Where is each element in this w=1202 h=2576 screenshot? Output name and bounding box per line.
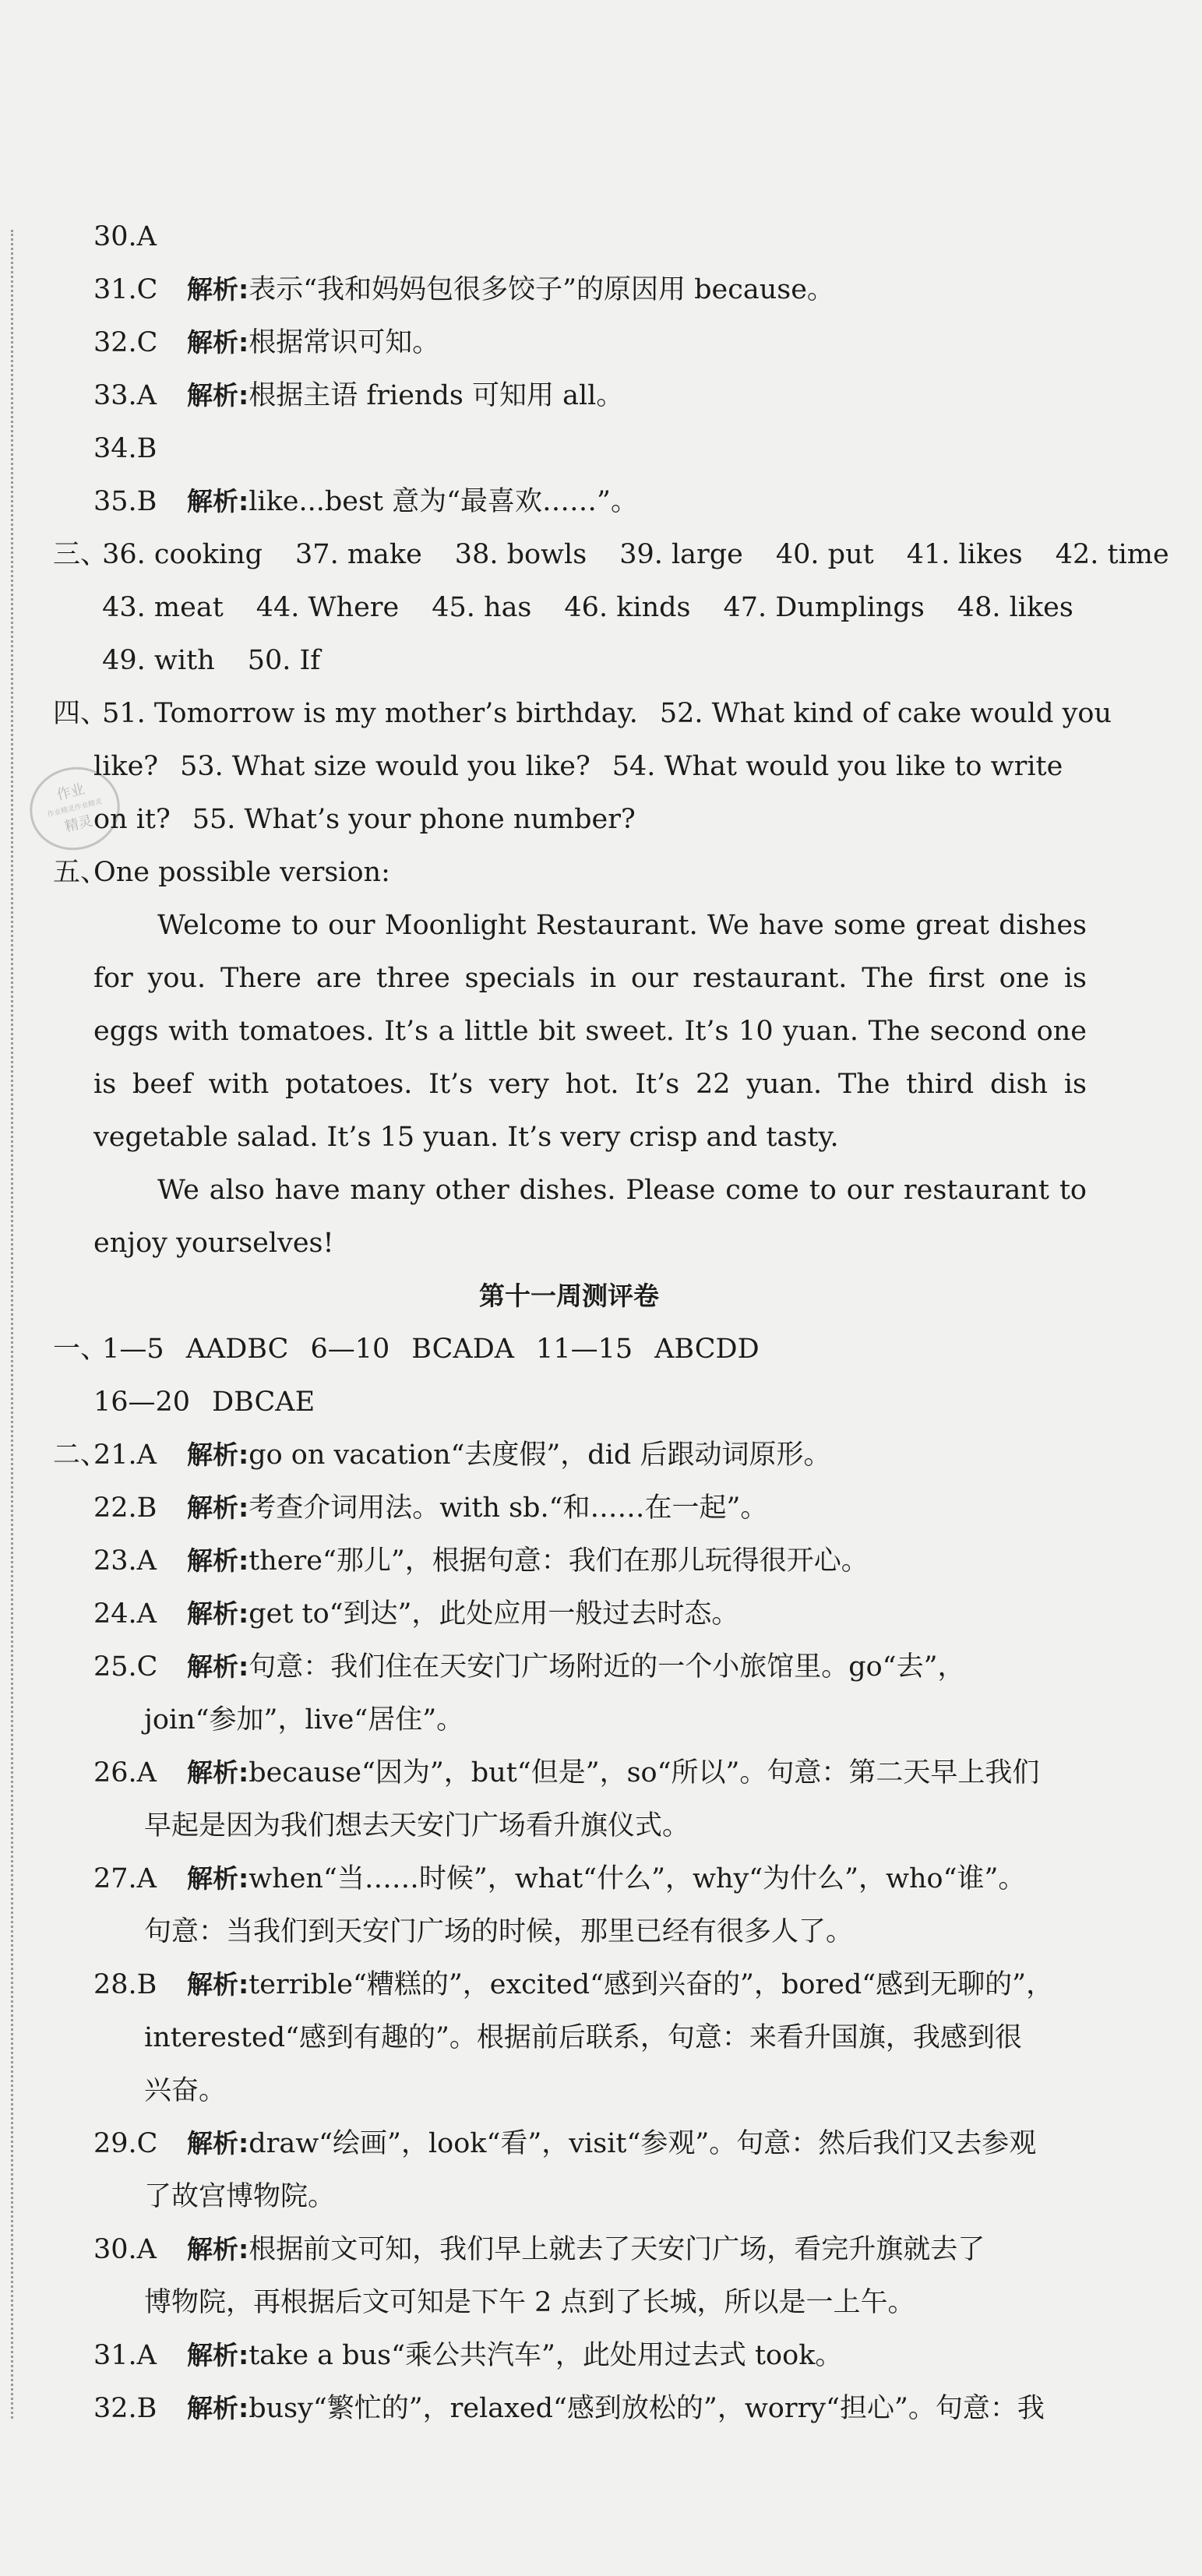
section-2-row <box>0 2223 1138 2276</box>
analysis-label: 解析: <box>187 1598 249 1629</box>
section-marker: 五、 <box>53 857 108 888</box>
answer-number: 35.B <box>93 486 157 517</box>
section-2-row <box>0 2382 1138 2435</box>
section-2-row <box>0 1588 1138 1640</box>
stamp-text-middle: 作业精灵作业精灵 <box>46 798 104 819</box>
answer-number: 30.A <box>93 221 157 252</box>
answer-number: 31.A <box>93 2340 157 2371</box>
blank-answer: 49. with <box>102 645 215 676</box>
blank-answer: 40. put <box>775 539 874 570</box>
blank-answer: 43. meat <box>102 592 224 623</box>
section-marker: 四、 <box>53 698 108 729</box>
sentence-answer: 53. What size would you like? <box>180 751 590 782</box>
section-3-row <box>0 581 1138 634</box>
sentence-answer: 51. Tomorrow is my mother’s birthday. <box>102 698 638 729</box>
range-answer: AADBC <box>185 1334 289 1365</box>
stamp-text-bottom: 精灵 <box>62 812 94 836</box>
analysis-text: busy“繁忙的”，relaxed“感到放松的”，worry“担心”。句意：我 <box>249 2393 1045 2424</box>
blank-answer: 37. make <box>295 539 422 570</box>
range-label: 16—20 <box>93 1387 191 1418</box>
analysis-text: 兴奋。 <box>144 2075 227 2106</box>
section-1-row <box>0 1323 1138 1376</box>
section-4-row <box>0 793 1138 846</box>
analysis-text: when“当……时候”，what“什么”，why“为什么”，who“谁”。 <box>249 1863 1026 1894</box>
section-2-row <box>0 1852 1138 1905</box>
section-2-row <box>0 1482 1138 1535</box>
blank-answer: 38. bowls <box>454 539 587 570</box>
section-2-continuation <box>0 2276 1138 2329</box>
blank-answer: 47. Dumplings <box>723 592 925 623</box>
analysis-text: like...best 意为“最喜欢……”。 <box>249 486 638 517</box>
section-3-row <box>0 634 1138 687</box>
analysis-text: go on vacation“去度假”，did 后跟动词原形。 <box>249 1440 831 1471</box>
answer-line <box>0 316 1138 369</box>
section-2-continuation <box>0 1693 1138 1746</box>
section-2-continuation <box>0 1799 1138 1852</box>
analysis-text: get to“到达”，此处应用一般过去时态。 <box>249 1598 739 1630</box>
stamp-text-top: 作业 <box>55 781 86 804</box>
answer-line <box>0 422 1138 475</box>
analysis-text: 根据主语 friends 可知用 all。 <box>249 380 624 411</box>
range-answer: BCADA <box>411 1334 515 1365</box>
analysis-label: 解析: <box>187 327 249 358</box>
test-heading: 第十一周测评卷 <box>479 1281 659 1311</box>
analysis-label: 解析: <box>187 1757 249 1788</box>
analysis-label: 解析: <box>187 2393 249 2423</box>
analysis-text: draw“绘画”，look“看”，visit“参观”。句意：然后我们又去参观 <box>249 2128 1037 2159</box>
section-2-continuation <box>0 1905 1138 1958</box>
section-2-row <box>0 2329 1138 2382</box>
section-1-row <box>0 1376 1138 1429</box>
analysis-text: there“那儿”，根据句意：我们在那儿玩得很开心。 <box>249 1545 869 1577</box>
range-answer: DBCAE <box>212 1387 315 1418</box>
analysis-text: interested“感到有趣的”。根据前后联系，句意：来看升国旗，我感到很 <box>144 2022 1022 2053</box>
analysis-text: join“参加”，live“居住”。 <box>144 1704 464 1736</box>
section-4-row <box>0 740 1138 793</box>
answer-number: 31.C <box>93 274 158 305</box>
version-intro: One possible version: <box>93 857 390 888</box>
analysis-label: 解析: <box>187 1545 249 1576</box>
answer-line <box>0 210 1138 263</box>
answer-line <box>0 475 1138 528</box>
answer-number: 27.A <box>93 1863 157 1894</box>
section-2-row <box>0 1958 1138 2011</box>
blank-answer: 42. time <box>1055 539 1169 570</box>
section-2-row <box>0 1535 1138 1588</box>
analysis-text: 早起是因为我们想去天安门广场看升旗仪式。 <box>144 1810 690 1841</box>
section-2-continuation <box>0 2170 1138 2223</box>
analysis-label: 解析: <box>187 1492 249 1523</box>
analysis-text: because“因为”，but“但是”，so“所以”。句意：第二天早上我们 <box>249 1757 1040 1788</box>
answer-number: 34.B <box>93 433 157 464</box>
range-label: 1—5 <box>102 1334 164 1365</box>
analysis-label: 解析: <box>187 274 249 305</box>
analysis-label: 解析: <box>187 1863 249 1894</box>
blank-answer: 36. cooking <box>102 539 263 570</box>
sentence-answer: 54. What would you like to write <box>612 751 1063 782</box>
section-2-continuation <box>0 2011 1138 2064</box>
answer-line <box>0 263 1138 316</box>
answer-number: 28.B <box>93 1969 157 2000</box>
analysis-text: 表示“我和妈妈包很多饺子”的原因用 because。 <box>249 274 834 305</box>
blank-answer: 50. If <box>247 645 321 676</box>
analysis-text: 句意：当我们到天安门广场的时候，那里已经有很多人了。 <box>144 1916 854 1947</box>
answer-number: 26.A <box>93 1757 157 1788</box>
analysis-label: 解析: <box>187 1969 249 2000</box>
analysis-label: 解析: <box>187 1440 249 1470</box>
analysis-text: 了故宫博物院。 <box>144 2181 336 2212</box>
sentence-answer: on it? <box>93 804 171 835</box>
composition-paragraph: Welcome to our Moonlight Restaurant. We have some great dishes for you. There are three specials in our restaurant. The first one is eggs with tomatoes. It’s a little bit sweet. It’s 10 yuan. The second one is beef with potatoes. It’s very hot. It’s 22 yuan. The third dish is vegetable salad. It’s 15 yuan. It’s very crisp and tasty. <box>93 910 1087 1153</box>
analysis-label: 解析: <box>187 2234 249 2264</box>
blank-answer: 48. likes <box>957 592 1073 623</box>
section-marker: 三、 <box>53 539 108 570</box>
analysis-text: 博物院，再根据后文可知是下午 2 点到了长城，所以是一上午。 <box>144 2287 915 2318</box>
answer-number: 24.A <box>93 1598 157 1630</box>
section-2-row <box>0 2117 1138 2170</box>
section-2-row <box>0 1429 1138 1482</box>
analysis-text: 考查介词用法。with sb.“和……在一起”。 <box>249 1492 768 1524</box>
analysis-text: terrible“糟糕的”，excited“感到兴奋的”，bored“感到无聊的”， <box>249 1969 1054 2000</box>
blank-answer: 45. has <box>432 592 532 623</box>
range-label: 6—10 <box>310 1334 390 1365</box>
section-5-intro <box>0 846 1138 899</box>
answer-number: 32.B <box>93 2393 157 2424</box>
section-marker: 二、 <box>53 1440 108 1471</box>
answer-number: 25.C <box>93 1651 158 1683</box>
analysis-label: 解析: <box>187 380 249 411</box>
answer-number: 23.A <box>93 1545 157 1577</box>
analysis-label: 解析: <box>187 2340 249 2370</box>
composition-paragraph: We also have many other dishes. Please come to our restaurant to enjoy yourselves! <box>93 1175 1087 1259</box>
analysis-text: 根据常识可知。 <box>249 327 440 358</box>
analysis-text: take a bus“乘公共汽车”，此处用过去式 took。 <box>249 2340 843 2371</box>
answer-number: 21.A <box>93 1440 157 1471</box>
answer-number: 33.A <box>93 380 157 411</box>
section-2-continuation <box>0 2064 1138 2117</box>
answer-line <box>0 369 1138 422</box>
range-label: 11—15 <box>536 1334 633 1365</box>
section-2-row <box>0 1640 1138 1693</box>
range-answer: ABCDD <box>654 1334 760 1365</box>
analysis-label: 解析: <box>187 2128 249 2158</box>
answer-number: 30.A <box>93 2234 157 2265</box>
answer-number: 29.C <box>93 2128 158 2159</box>
blank-answer: 44. Where <box>256 592 400 623</box>
sentence-answer: like? <box>93 751 159 782</box>
sentence-answer: 52. What kind of cake would you <box>659 698 1112 729</box>
analysis-text: 根据前文可知，我们早上就去了天安门广场，看完升旗就去了 <box>249 2234 985 2265</box>
analysis-label: 解析: <box>187 1651 249 1682</box>
sentence-answer: 55. What’s your phone number? <box>192 804 636 835</box>
answer-number: 22.B <box>93 1492 157 1524</box>
section-3-row <box>0 528 1169 581</box>
analysis-label: 解析: <box>187 486 249 516</box>
blank-answer: 46. kinds <box>564 592 691 623</box>
blank-answer: 39. large <box>619 539 743 570</box>
blank-answer: 41. likes <box>906 539 1023 570</box>
answer-number: 32.C <box>93 327 158 358</box>
analysis-text: 句意：我们住在天安门广场附近的一个小旅馆里。go“去”， <box>249 1651 965 1683</box>
section-marker: 一、 <box>53 1334 108 1365</box>
section-2-row <box>0 1746 1138 1799</box>
section-4-row <box>0 687 1138 740</box>
